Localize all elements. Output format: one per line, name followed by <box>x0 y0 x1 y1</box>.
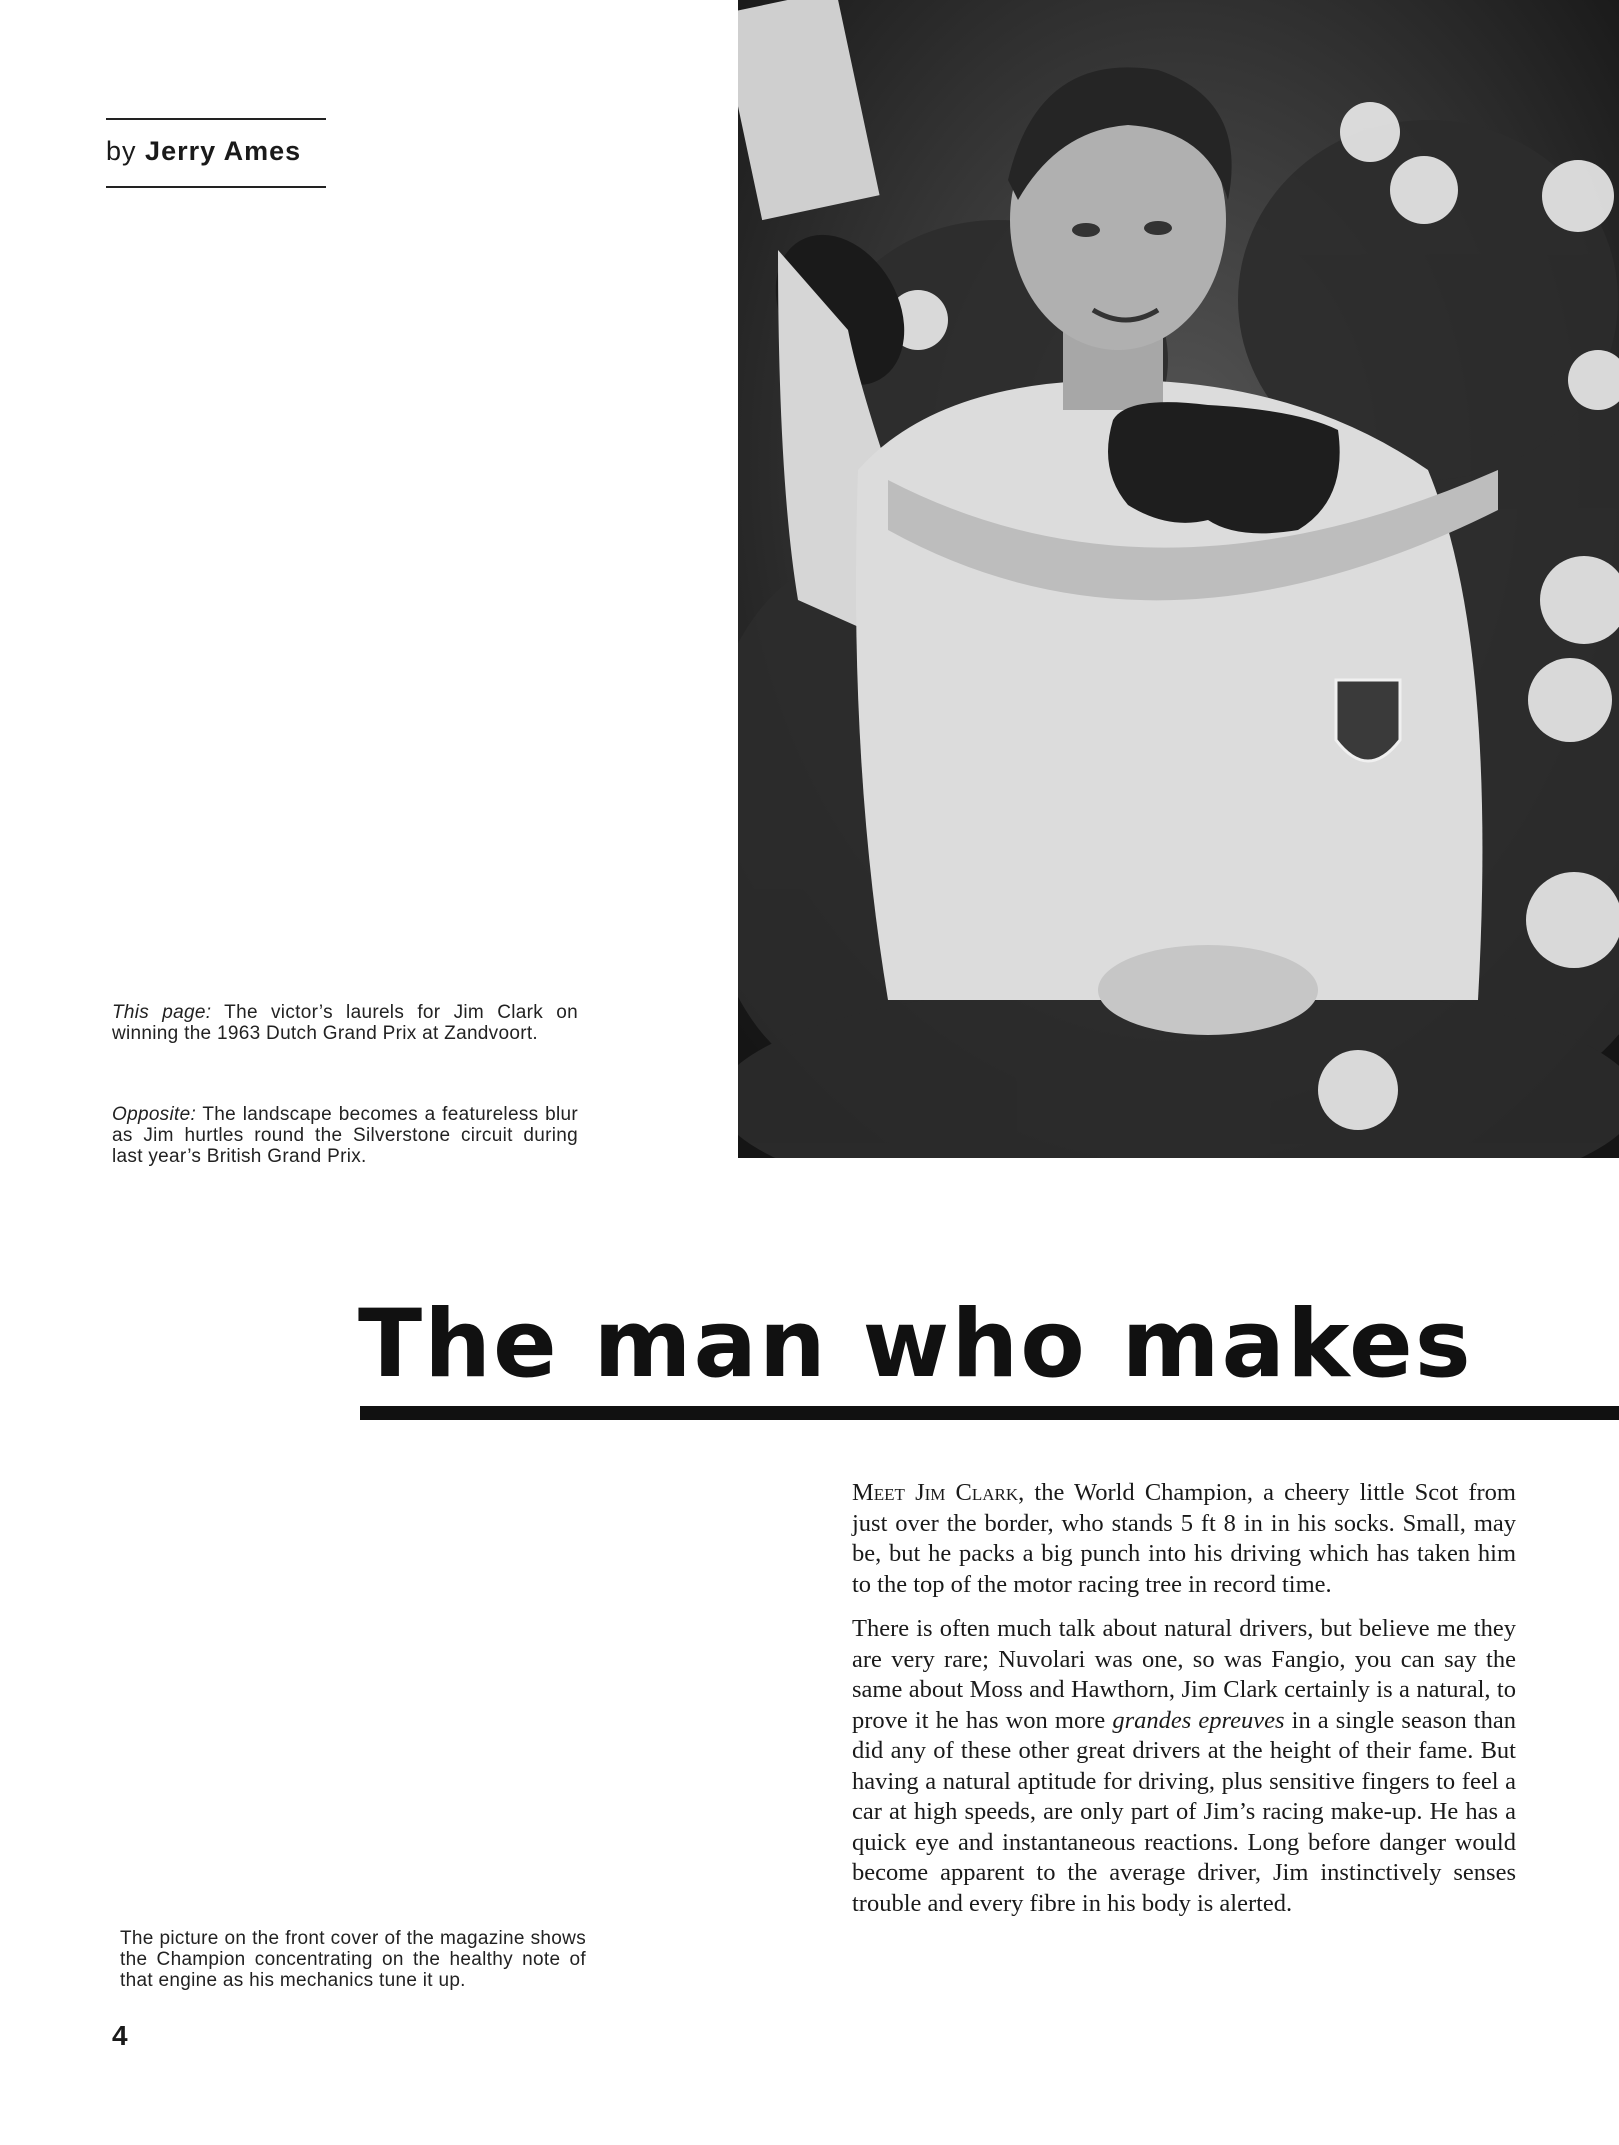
caption-opposite-text: The landscape becomes a featureless blur as Jim hurtles round the Silverstone circuit during last year’s British Grand Prix. <box>112 1104 578 1167</box>
article-paragraph-1 <box>852 1478 1516 1600</box>
caption-opposite <box>112 1104 578 1167</box>
article-body <box>852 1478 1516 1933</box>
byline <box>106 136 301 167</box>
caption-front-cover <box>120 1928 586 1991</box>
article-paragraph-1-text: the World Champion, a cheery little Scot from just over the border, who stands 5 ft 8 in in his socks. Small, may be, but he packs a big punch into his driving which has taken him to the top of the motor racing tree in record time. <box>852 1479 1516 1598</box>
caption-this-page-text: The victor’s laurels for Jim Clark on winning the 1963 Dutch Grand Prix at Zandvoort. <box>112 1002 578 1044</box>
byline-rule-bottom <box>106 186 326 188</box>
headline-rule <box>360 1406 1619 1420</box>
photo-illustration <box>738 0 1619 1158</box>
article-lead-in: Meet Jim Clark, <box>852 1479 1025 1506</box>
article-paragraph-2-italic: grandes epreuves <box>1112 1706 1285 1734</box>
headline: The man who makes <box>358 1290 1473 1399</box>
caption-opposite-label: Opposite: <box>112 1104 197 1125</box>
article-paragraph-2-end: in a single season than did any of these other great drivers at the height of their fame. But having a natural aptitude for driving, plus sensitive fingers to feel a car at high speeds, are only part of Jim’s racing make-up. He has a quick eye and instantaneous reactions. Long before danger would become apparent to the average driver, Jim instinctively senses trouble and every fibre in his body is alerted. <box>852 1706 1516 1917</box>
caption-front-cover-text: The picture on the front cover of the magazine shows the Champion concentrating on the healthy note of that engine as his mechanics tune it up. <box>120 1928 586 1991</box>
byline-author: Jerry Ames <box>145 136 302 166</box>
caption-this-page-label: This page: <box>112 1002 212 1023</box>
caption-this-page <box>112 1002 578 1044</box>
article-paragraph-2-start: There is often much talk about natural drivers, but believe me they are very rare; Nuvolari was one, so was Fangio, you can say the same about Moss and Hawthorn, Jim Clark certainly is a natural, to prove it he has won more <box>852 1615 1516 1734</box>
article-paragraph-2 <box>852 1614 1516 1919</box>
page-number: 4 <box>112 2020 128 2051</box>
byline-prefix: by <box>106 136 137 166</box>
byline-rule-top <box>106 118 326 120</box>
photo-jim-clark-victory <box>738 0 1619 1158</box>
